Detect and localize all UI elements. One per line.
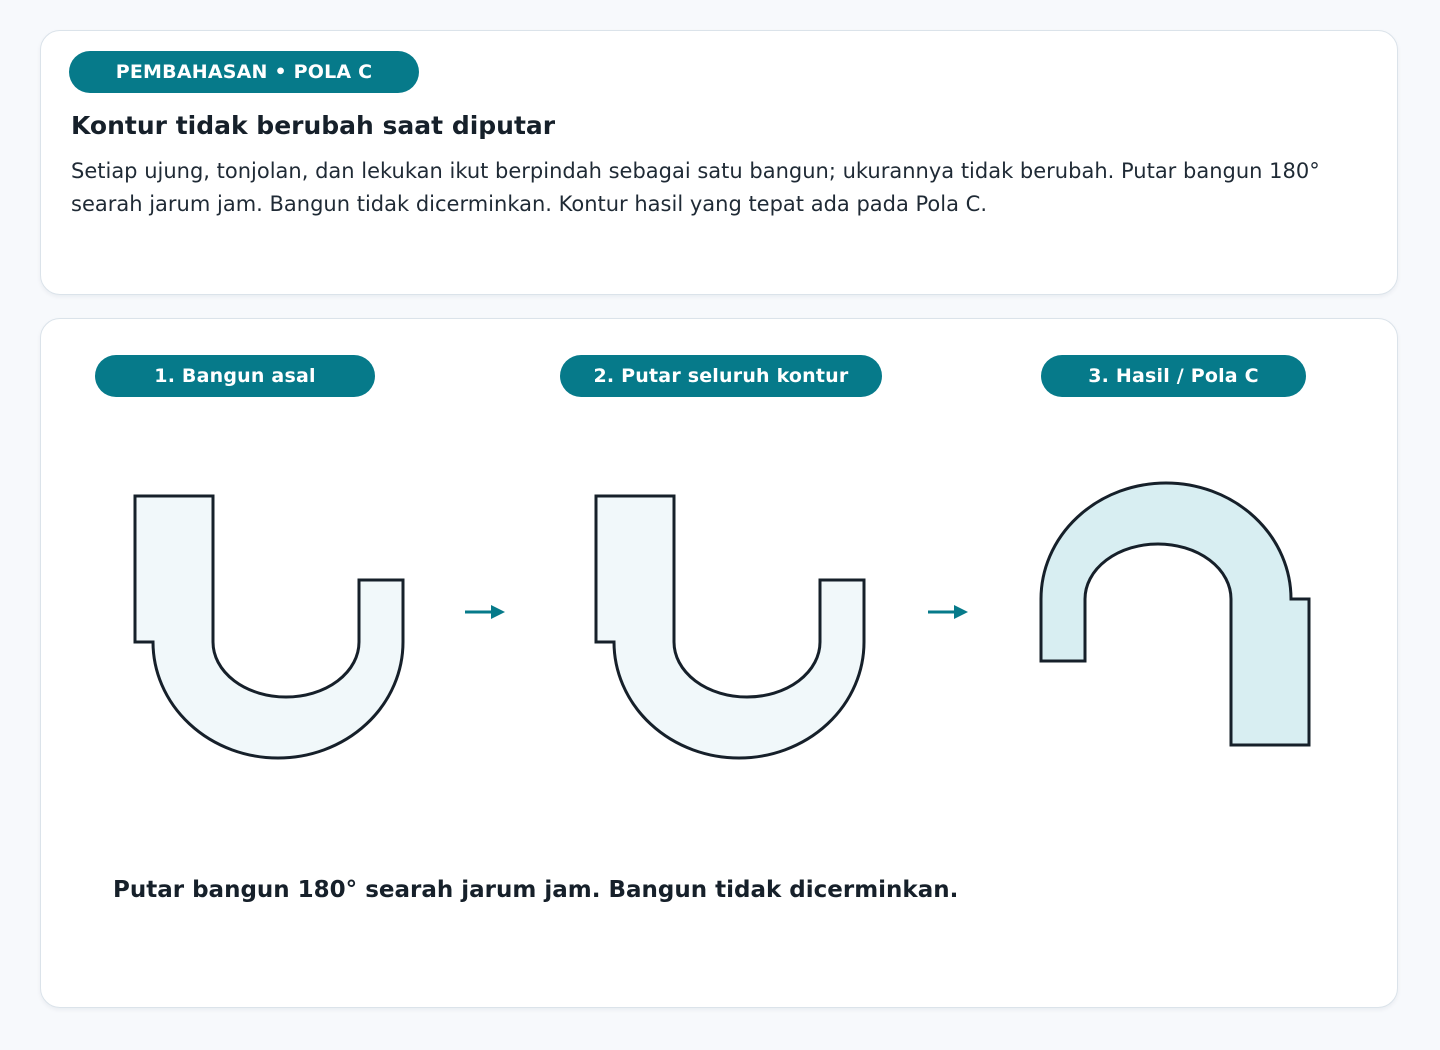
section-badge: PEMBAHASAN • POLA C: [69, 51, 419, 93]
rotating-shape: [596, 496, 864, 758]
diagram-caption: Putar bangun 180° searah jarum jam. Bangun tidak dicerminkan.: [113, 877, 959, 903]
explanation-card: [40, 30, 1398, 295]
original-shape: [135, 496, 403, 758]
step-label-original: 1. Bangun asal: [95, 355, 375, 397]
arrow-right-icon: [465, 605, 505, 619]
diagram-card: [40, 318, 1398, 1008]
step-label-result: 3. Hasil / Pola C: [1041, 355, 1306, 397]
rotation-diagram: [41, 319, 1399, 1009]
result-shape: [1041, 483, 1309, 745]
explanation-text: Setiap ujung, tonjolan, dan lekukan ikut berpindah sebagai satu bangun; ukurannya tidak berubah. Putar bangun 180° searah jarum jam. Bangun tidak dicerminkan. Kontur hasil yang tepat ada pada Pola C.: [71, 159, 1320, 216]
arrow-right-icon: [928, 605, 968, 619]
explanation-title: Kontur tidak berubah saat diputar: [71, 111, 556, 140]
step-label-rotate: 2. Putar seluruh kontur: [560, 355, 882, 397]
